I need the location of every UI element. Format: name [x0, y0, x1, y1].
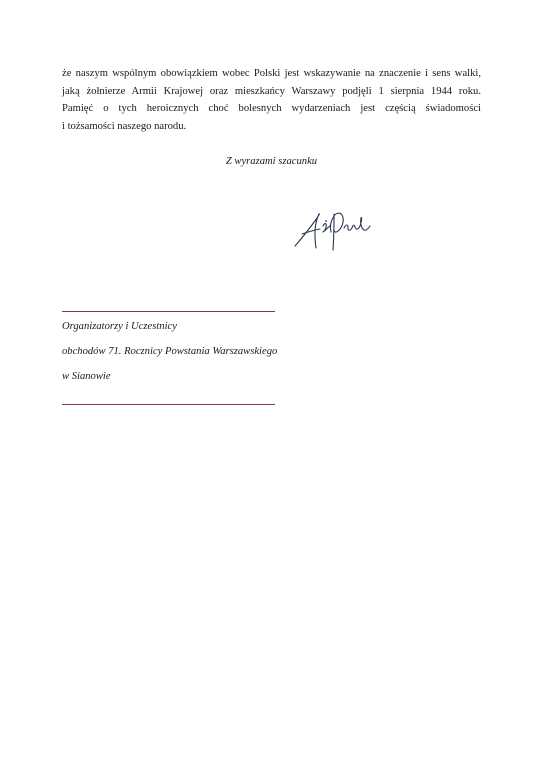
handwritten-signature: [290, 204, 375, 254]
letter-body: [62, 65, 481, 135]
letter-paragraph: [62, 65, 481, 135]
sender-line: Organizatorzy i Uczestnicy: [62, 321, 177, 332]
signature-divider-top: [62, 311, 275, 312]
sender-line: obchodów 71. Rocznicy Powstania Warszawskiego: [62, 346, 278, 357]
paragraph-line: Pamięć o tych heroicznych choć bolesnych wydarzeniach jest częścią świadomości: [62, 103, 481, 114]
paragraph-line: i tożsamości naszego narodu.: [62, 120, 187, 132]
paragraph-line: jaką żołnierze Armii Krajowej oraz mieszkańcy Warszawy podjęli 1 sierpnia 1944 roku.: [62, 85, 481, 97]
sender-line: w Sianowie: [62, 371, 111, 382]
closing-salutation: Z wyrazami szacunku: [225, 156, 318, 167]
signature-divider-bottom: [62, 404, 275, 405]
paragraph-line: że naszym wspólnym obowiązkiem wobec Polski jest wskazywanie na znaczenie i sens walki,: [62, 68, 481, 79]
